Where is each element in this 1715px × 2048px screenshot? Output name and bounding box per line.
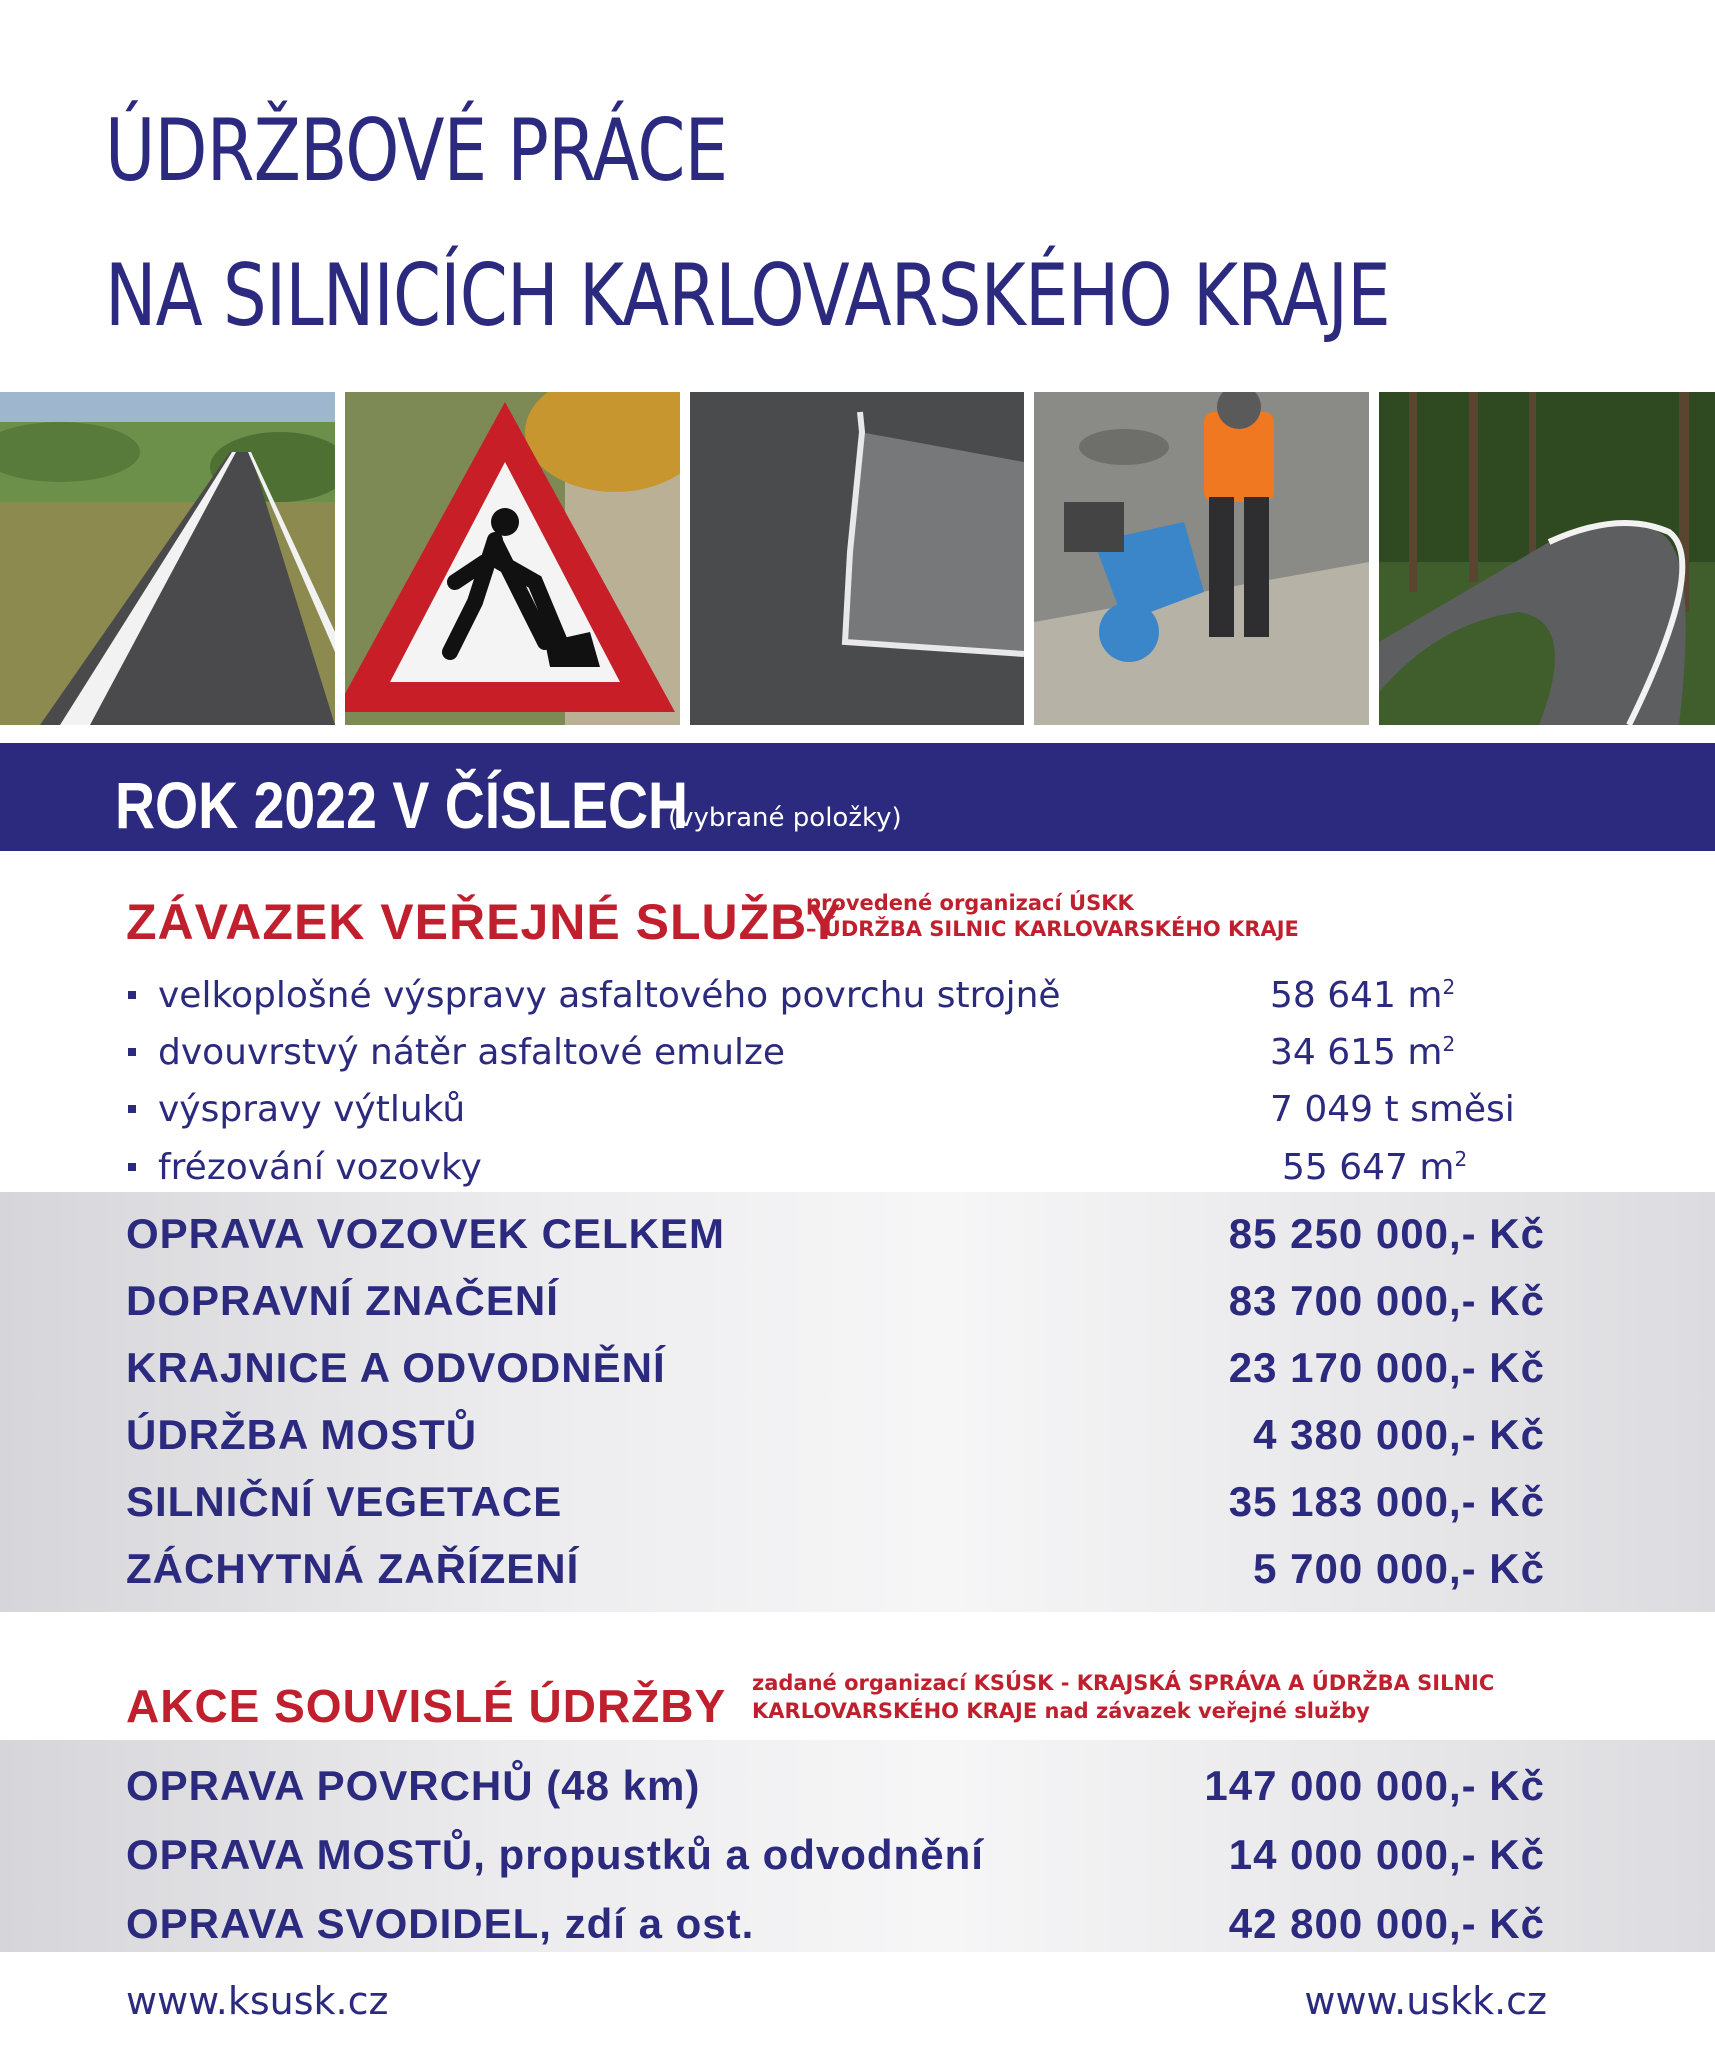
row-label: SILNIČNÍ VEGETACE [126,1478,563,1525]
row-value: 147 000 000,- Kč [1204,1762,1545,1809]
row-label: OPRAVA SVODIDEL, zdí a ost. [126,1900,755,1947]
rural-road-photo [0,392,335,725]
bullet-icon [128,1048,136,1056]
list-item: dvouvrstvý nátěr asfaltové emulze [128,1035,785,1071]
bullet-icon [128,991,136,999]
row-value: 42 800 000,- Kč [1228,1900,1545,1947]
page-title-line-1: ÚDRŽBOVÉ PRÁCE [105,101,728,201]
row-label: OPRAVA VOZOVEK CELKEM [126,1210,725,1257]
list-item-value: 55 647 $m^2$ [1282,1147,1468,1188]
asphalt-cutter-worker-photo [1034,392,1369,725]
section1-title: ZÁVAZEK VEŘEJNÉ SLUŽBY [126,894,842,950]
list-item-value: 7 049 t směsi [1270,1089,1515,1130]
photo-strip [0,392,1715,725]
section2-title: AKCE SOUVISLÉ ÚDRŽBY [126,1680,727,1732]
page-title-line-2: NA SILNICÍCH KARLOVARSKÉHO KRAJE [105,246,1390,346]
row-value: 4 380 000,- Kč [1253,1411,1545,1458]
row-value: 35 183 000,- Kč [1228,1478,1545,1525]
section2-note-line-1: zadané organizací KSÚSK - KRAJSKÁ SPRÁVA A ÚDRŽBA SILNIC [752,1671,1495,1695]
row-label: DOPRAVNÍ ZNAČENÍ [126,1277,559,1324]
row-label: ZÁCHYTNÁ ZAŘÍZENÍ [126,1545,580,1592]
bullet-icon [128,1105,136,1113]
band-subtitle: (vybrané položky) [668,803,902,833]
section2-note-line-2: KARLOVARSKÉHO KRAJE nad závazek veřejné služby [752,1699,1370,1723]
roadworks-sign-photo [345,392,680,725]
ksusk-link[interactable]: www.ksusk.cz [126,1979,389,2023]
list-item: výspravy výtluků [128,1092,465,1128]
forest-road-photo [1379,392,1715,725]
list-item-value: 34 615 $m^2$ [1270,1032,1456,1073]
list-item: velkoplošné výspravy asfaltového povrchu strojně [128,978,1061,1014]
row-label: OPRAVA POVRCHŮ (48 km) [126,1762,701,1809]
row-value: 85 250 000,- Kč [1228,1210,1545,1257]
patched-asphalt-photo [690,392,1024,725]
uskk-link[interactable]: www.uskk.cz [1304,1979,1547,2023]
row-label: KRAJNICE A ODVODNĚNÍ [126,1344,666,1391]
section1-note-line-2: – ÚDRŽBA SILNIC KARLOVARSKÉHO KRAJE [806,917,1299,941]
band-title: ROK 2022 V ČÍSLECH [115,768,689,842]
row-label: ÚDRŽBA MOSTŮ [126,1411,478,1458]
row-label: OPRAVA MOSTŮ, propustků a odvodnění [126,1831,984,1878]
list-item: frézování vozovky [128,1150,482,1186]
row-value: 23 170 000,- Kč [1228,1344,1545,1391]
row-value: 83 700 000,- Kč [1228,1277,1545,1324]
row-value: 14 000 000,- Kč [1228,1831,1545,1878]
row-value: 5 700 000,- Kč [1253,1545,1545,1592]
list-item-value: 58 641 $m^2$ [1270,975,1456,1016]
bullet-icon [128,1163,136,1171]
section1-note-line-1: provedené organizací ÚSKK [806,891,1134,915]
